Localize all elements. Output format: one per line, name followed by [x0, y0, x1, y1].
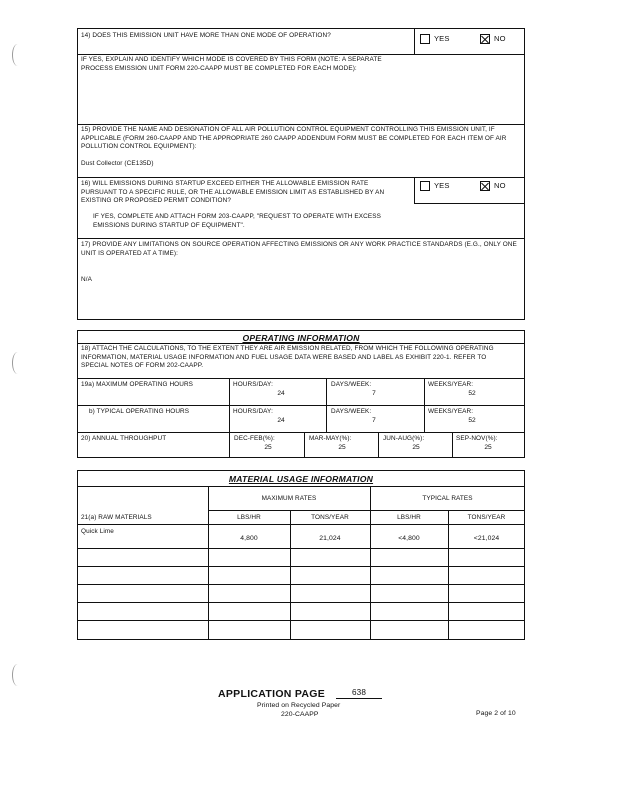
- operating-information-title: OPERATING INFORMATION: [242, 333, 360, 343]
- recycled-paper-note: Printed on Recycled Paper: [257, 702, 341, 709]
- q15-question: 15) PROVIDE THE NAME AND DESIGNATION OF ALL AIR POLLUTION CONTROL EQUIPMENT CONTROLLING THIS EMISSION UNIT, IF APPLICABLE (FORM 260-CAAPP AND THE APPROPRIATE 260 CAAPP ADDENDUM FORM MUST BE COMPLETED FOR EACH ITEM OF AIR POLLUTION CONTROL EQUIPMENT):: [81, 126, 507, 151]
- sep-nov-label: SEP-NOV(%):: [456, 435, 498, 442]
- q14-no-label: NO: [494, 34, 506, 43]
- dec-feb-value: 25: [264, 444, 272, 451]
- typ-lbs-hr-value: <4,800: [398, 535, 420, 542]
- sep-nov-value: 25: [484, 444, 492, 451]
- application-page-number: 638: [336, 688, 382, 699]
- punch-hole-mark: [12, 352, 23, 374]
- q14-yes-checkbox[interactable]: [420, 34, 430, 44]
- typ-tons-year-value: <21,024: [473, 535, 500, 542]
- section-divider: [77, 124, 525, 125]
- max-hours-day-value: 24: [277, 390, 285, 397]
- dec-feb-label: DEC-FEB(%):: [234, 435, 275, 442]
- table-line: [77, 378, 525, 379]
- weeks-year-label: WEEKS/YEAR:: [428, 381, 474, 388]
- max-lbs-hr-value: 4,800: [240, 535, 258, 542]
- table-row-line: [77, 620, 525, 621]
- material-usage-title: MATERIAL USAGE INFORMATION: [228, 474, 374, 484]
- typ-weeks-year-value: 52: [468, 417, 476, 424]
- table-line: [77, 486, 525, 487]
- q16-row-line: [414, 203, 525, 204]
- max-tons-year-header: TONS/YEAR: [311, 514, 349, 521]
- q17-question: 17) PROVIDE ANY LIMITATIONS ON SOURCE OPERATION AFFECTING EMISSIONS OR ANY WORK PRACTICE STANDARDS (E.G., ONLY ONE UNIT IS OPERATED AT A TIME):: [81, 241, 517, 257]
- typical-operating-hours-label: b) TYPICAL OPERATING HOURS: [89, 408, 190, 415]
- max-days-week-value: 7: [372, 390, 376, 397]
- max-tons-year-value: 21,024: [319, 535, 341, 542]
- form-id: 220-CAAPP: [281, 711, 319, 718]
- table-row-line: [77, 584, 525, 585]
- q14-no-checkbox[interactable]: [480, 34, 490, 44]
- q17-answer: N/A: [81, 276, 92, 283]
- max-weeks-year-value: 52: [468, 390, 476, 397]
- section-divider: [77, 238, 525, 239]
- table-line: [208, 510, 525, 511]
- max-rates-header: MAXIMUM RATES: [261, 495, 317, 502]
- punch-hole-mark: [12, 44, 23, 66]
- page-of: Page 2 of 10: [476, 710, 516, 717]
- q16-divider: [414, 177, 415, 203]
- table-line: [77, 524, 525, 525]
- max-operating-hours-label: 19a) MAXIMUM OPERATING HOURS: [81, 381, 194, 388]
- q16-instruction: IF YES, COMPLETE AND ATTACH FORM 203-CAAPP, "REQUEST TO OPERATE WITH EXCESS EMISSIONS DURING STARTUP OF EQUIPMENT".: [93, 213, 381, 229]
- q16-no-label: NO: [494, 181, 506, 190]
- typ-hours-day-value: 24: [277, 417, 285, 424]
- typ-lbs-hr-header: LBS/HR: [397, 514, 421, 521]
- table-col-line: [304, 432, 305, 458]
- max-lbs-hr-header: LBS/HR: [237, 514, 261, 521]
- q16-yes-label: YES: [434, 181, 450, 190]
- table-row-line: [77, 548, 525, 549]
- table-row-line: [77, 602, 525, 603]
- typ-days-week-value: 7: [372, 417, 376, 424]
- q16-question: 16) WILL EMISSIONS DURING STARTUP EXCEED EITHER THE ALLOWABLE EMISSION RATE PURSUANT TO A SPECIFIC RULE, OR THE ALLOWABLE EMISSION LIMIT AS ESTABLISHED BY AN EXISTING OR PROPOSED PERMIT CONDITION?: [81, 180, 385, 205]
- raw-material-name: Quick Lime: [81, 528, 114, 535]
- q14-question: 14) DOES THIS EMISSION UNIT HAVE MORE THAN ONE MODE OF OPERATION?: [81, 32, 331, 39]
- table-col-line: [378, 432, 379, 458]
- q14-yes-label: YES: [434, 34, 450, 43]
- table-col-line: [229, 432, 230, 458]
- punch-hole-mark: [12, 664, 23, 686]
- days-week-label: DAYS/WEEK:: [331, 381, 372, 388]
- mar-may-label: MAR-MAY(%):: [309, 435, 352, 442]
- mar-may-value: 25: [338, 444, 346, 451]
- q16-no-checkbox[interactable]: [480, 181, 490, 191]
- table-line: [77, 432, 525, 433]
- raw-materials-header: 21(a) RAW MATERIALS: [81, 514, 152, 521]
- q16-yes-checkbox[interactable]: [420, 181, 430, 191]
- q15-answer: Dust Collector (CE135D): [81, 160, 154, 167]
- table-row-line: [77, 566, 525, 567]
- q14-row-line: [77, 54, 525, 55]
- section-divider: [77, 177, 525, 178]
- q18-text: 18) ATTACH THE CALCULATIONS, TO THE EXTENT THEY ARE AIR EMISSION RELATED, FROM WHICH THE FOLLOWING OPERATING INFORMATION, MATERIAL USAGE INFORMATION AND FUEL USAGE DATA WERE BASED AND LABEL AS EXHIBIT 220-1. REFER TO SPECIAL NOTES OF FORM 202-CAAPP.: [81, 345, 494, 370]
- application-page-label: APPLICATION PAGE: [218, 688, 326, 700]
- weeks-year-label: WEEKS/YEAR:: [428, 408, 474, 415]
- typical-rates-header: TYPICAL RATES: [422, 495, 473, 502]
- q14-instruction: IF YES, EXPLAIN AND IDENTIFY WHICH MODE IS COVERED BY THIS FORM (NOTE: A SEPARATE PROCESS EMISSION UNIT FORM 220-CAAPP MUST BE COMPLETED FOR EACH MODE):: [81, 56, 382, 72]
- typ-tons-year-header: TONS/YEAR: [467, 514, 506, 521]
- table-line: [77, 343, 525, 344]
- jun-aug-value: 25: [412, 444, 420, 451]
- table-line: [77, 405, 525, 406]
- hours-day-label: HOURS/DAY:: [233, 408, 273, 415]
- q14-divider: [414, 28, 415, 54]
- hours-day-label: HOURS/DAY:: [233, 381, 273, 388]
- days-week-label: DAYS/WEEK:: [331, 408, 372, 415]
- jun-aug-label: JUN-AUG(%):: [383, 435, 425, 442]
- table-col-line: [452, 432, 453, 458]
- annual-throughput-label: 20) ANNUAL THROUGHPUT: [81, 435, 167, 442]
